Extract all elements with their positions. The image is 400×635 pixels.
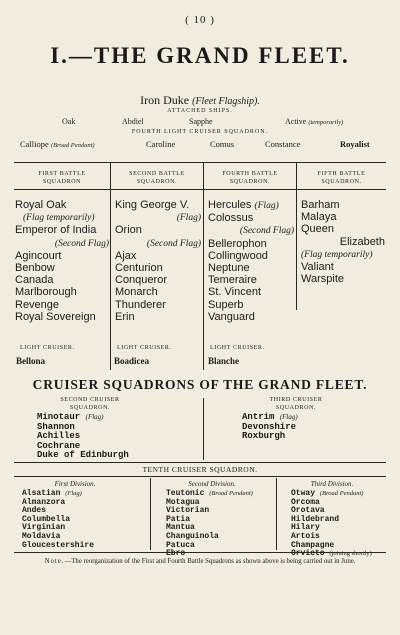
list-item: Canada (15, 274, 54, 287)
list-item: Thunderer (115, 298, 166, 311)
list-item: Malaya (301, 211, 337, 224)
list-item: Centurion (115, 262, 163, 275)
list-item: Antrim (Flag) (242, 412, 298, 422)
list-item: Devonshire (242, 421, 297, 432)
list-item: Alsatian (Flag) (22, 489, 82, 498)
division-heading: Second Division. (188, 480, 236, 488)
list-item: Achilles (37, 431, 81, 442)
list-item: Motagua (166, 497, 200, 507)
column-heading-fifth-battle-squadron: FIFTH BATTLE SQUADRON. (317, 171, 366, 185)
list-item: Cochrane (37, 440, 81, 451)
tenth-squadron-rule (14, 462, 386, 463)
attached-ships-label: ATTACHED SHIPS. (167, 108, 233, 114)
second-battle-squadron-list (115, 199, 201, 323)
list-item: Andes (22, 506, 47, 516)
attached-ship: Abdiel (122, 117, 144, 126)
ship-note: (temporarily) (308, 119, 344, 126)
lcs-ship: Royalist (340, 139, 370, 149)
division-heading: Third Division. (310, 480, 354, 488)
list-item: Royal Sovereign (15, 310, 96, 323)
list-item: Almanzora (22, 497, 66, 507)
list-item: Neptune (208, 262, 250, 275)
list-item: Orion (115, 224, 142, 237)
cruiser-squadrons-title: CRUISER SQUADRONS OF THE GRAND FLEET. (32, 377, 368, 392)
division-divider (150, 478, 151, 550)
list-item: Champagne (291, 540, 335, 550)
tenth-cruiser-squadron-title: TENTH CRUISER SQUADRON. (142, 465, 258, 474)
column-divider (110, 163, 111, 370)
column-heading-fourth-battle-squadron: FOURTH BATTLE SQUADRON. (222, 171, 278, 185)
list-item: Shannon (37, 421, 75, 432)
light-cruiser-label: LIGHT CRUISER. (20, 345, 75, 351)
attached-ship: Oak (62, 117, 76, 126)
list-item: Royal Oak (15, 199, 67, 211)
list-item: Warspite (301, 273, 344, 286)
table-rule-header (14, 189, 386, 190)
list-item: Hercules (Flag) (208, 199, 279, 211)
list-item: Changuinola (166, 531, 219, 541)
lcs-ship: Constance (265, 139, 301, 149)
list-item: Orotava (291, 506, 325, 516)
lcs-ship: Comus (210, 139, 235, 149)
list-item: Superb (208, 298, 244, 311)
list-item: Mantua (166, 523, 195, 533)
second-cruiser-squadron-heading: SECOND CRUISER SQUADRON. (60, 397, 120, 411)
division-divider (276, 478, 277, 550)
list-item: Ebro (166, 549, 186, 559)
attached-ship: Sapphe (189, 117, 213, 126)
list-item: (Second Flag) (239, 226, 294, 237)
tenth-squadron-rule (14, 476, 386, 477)
note-text: —The reorganization of the First and Fourth Battle Squadrons as shown above is being carried out in June. (64, 558, 356, 565)
attached-ship-active (285, 117, 343, 126)
page-title: I.—THE GRAND FLEET. (50, 43, 350, 68)
list-item: Marlborough (15, 286, 77, 299)
list-item: Valiant (301, 261, 334, 274)
fourth-battle-squadron-list (208, 199, 294, 323)
list-item: Collingwood (208, 249, 268, 262)
list-item: Barham (301, 199, 340, 211)
list-item: Victorian (166, 506, 210, 516)
list-item: Roxburgh (242, 431, 286, 442)
fleet-flagship (0, 93, 400, 108)
division-heading: First Division. (54, 480, 96, 488)
list-item: (Flag) (176, 213, 201, 224)
list-item: Orcoma (291, 497, 320, 507)
list-item: Patuca (166, 540, 195, 550)
ship-note: (Broad Pendant) (50, 142, 95, 149)
fifth-battle-squadron-list (301, 199, 385, 285)
list-item: Minotaur (Flag) (37, 412, 104, 422)
column-heading-second-battle-squadron: SECOND BATTLE SQUADRON. (129, 171, 185, 185)
list-item: Patia (166, 514, 191, 524)
light-cruiser-ship: Bellona (16, 356, 46, 366)
table-rule-top (14, 162, 386, 163)
list-item: Duke of Edinburgh (37, 450, 129, 461)
list-item: Teutonic (Broad Pendant) (166, 489, 253, 498)
list-item: Colossus (208, 212, 254, 225)
list-item: Bellerophon (208, 237, 267, 250)
list-item: Erin (115, 310, 135, 323)
ship-name: Calliope (20, 139, 49, 149)
flagship-note: (Fleet Flagship). (192, 96, 260, 107)
list-item: Virginian (22, 523, 66, 533)
list-item: Orvieto (joining shortly) (291, 549, 372, 559)
light-cruiser-label: LIGHT CRUISER. (210, 345, 265, 351)
list-item: (Second Flag) (146, 238, 201, 249)
third-cruiser-squadron-list (242, 413, 298, 442)
first-battle-squadron-list (15, 199, 109, 323)
page-number: ( 10 ) (185, 14, 215, 26)
third-division-list (291, 490, 372, 559)
lcs-ship (20, 139, 95, 149)
list-item: Hildebrand (291, 514, 340, 524)
column-heading-first-battle-squadron: FIRST BATTLE SQUADRON (38, 171, 86, 185)
lcs-ship: Caroline (146, 139, 176, 149)
first-division-list (22, 490, 94, 550)
list-item: King George V. (115, 199, 190, 211)
list-item: Temeraire (208, 274, 257, 287)
list-item: Benbow (15, 262, 55, 275)
list-item: Artois (291, 531, 320, 541)
second-cruiser-squadron-list (37, 413, 129, 461)
light-cruiser-ship: Boadicea (114, 356, 149, 366)
light-cruiser-ship: Blanche (208, 356, 240, 366)
list-item: Vanguard (208, 310, 255, 323)
list-item: (Flag temporarily) (301, 249, 373, 260)
flagship-name: Iron Duke (140, 93, 190, 107)
list-item: (Second Flag) (54, 238, 109, 249)
ship-name: Active (285, 117, 307, 126)
list-item: Conqueror (115, 274, 167, 287)
list-item: Ajax (115, 249, 137, 262)
list-item: Hilary (291, 523, 320, 533)
column-divider (203, 163, 204, 370)
light-cruiser-label: LIGHT CRUISER. (117, 345, 172, 351)
list-item: Revenge (15, 298, 60, 311)
list-item: Queen (301, 223, 335, 236)
list-item: Moldavia (22, 531, 61, 541)
list-item: Otway (Broad Pendant) (291, 489, 364, 498)
list-item: Elizabeth (339, 235, 385, 248)
cruiser-divider (203, 398, 204, 460)
list-item: Gloucestershire (22, 540, 95, 550)
list-item: Emperor of India (15, 224, 97, 237)
second-division-list (166, 490, 253, 559)
third-cruiser-squadron-heading: THIRD CRUISER SQUADRON. (269, 397, 323, 411)
list-item: (Flag temporarily) (23, 213, 95, 224)
list-item: Monarch (115, 286, 158, 299)
list-item: Columbella (22, 514, 71, 524)
footnote (20, 557, 380, 566)
list-item: Agincourt (15, 249, 62, 262)
note-label: Note. (44, 558, 65, 565)
note-rule (14, 552, 386, 553)
list-item: St. Vincent (208, 286, 261, 299)
fourth-lcs-label: FOURTH LIGHT CRUISER SQUADRON. (131, 129, 269, 135)
